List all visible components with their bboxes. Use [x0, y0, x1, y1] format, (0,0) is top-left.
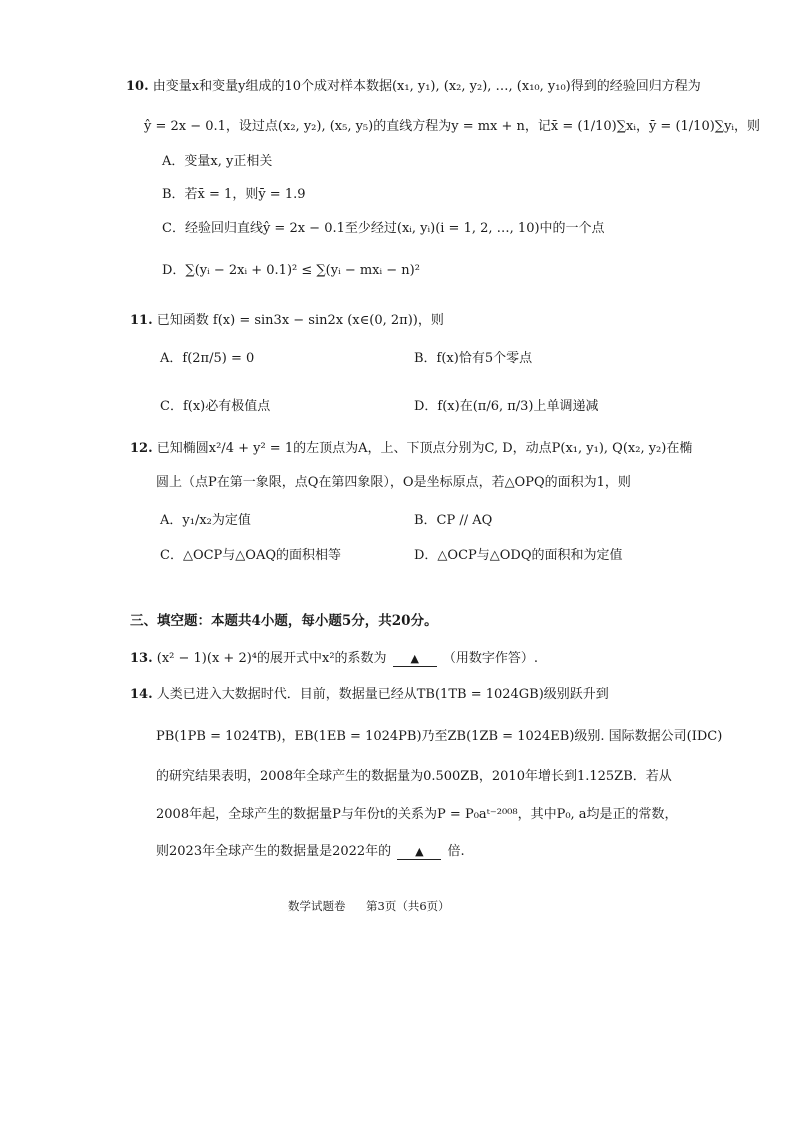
- q10-option-b: B．若x̄ = 1，则ȳ = 1.9: [162, 187, 306, 202]
- q11-option-c: C．f(x)必有极值点: [160, 399, 271, 414]
- q10-option-c: C．经验回归直线ŷ = 2x − 0.1至少经过(xᵢ, yᵢ)(i = 1, 2, …, 10)中的一个点: [162, 221, 605, 236]
- q12-stem-line2: 圆上（点P在第一象限，点Q在第四象限），O是坐标原点，若△OPQ的面积为1，则: [156, 475, 631, 490]
- q12-option-c: C．△OCP与△OAQ的面积相等: [160, 548, 341, 563]
- section-heading: 三、填空题：本题共4小题，每小题5分，共20分。: [130, 613, 438, 629]
- q11-option-b: B．f(x)恰有5个零点: [414, 351, 533, 366]
- q12-number: 12.: [130, 441, 153, 456]
- q10-stem-text1: 由变量x和变量y组成的10个成对样本数据(x₁, y₁), (x₂, y₂), …, (x₁₀, y₁₀)得到的经验回归方程为: [152, 79, 701, 94]
- footer-page-number: 第3页（共6页）: [366, 899, 450, 913]
- q11-number: 11.: [130, 313, 153, 328]
- q11-option-a: A．f(2π/5) = 0: [160, 351, 255, 366]
- q14-line1: [130, 686, 609, 704]
- q12-stem-text1: 已知椭圆x²/4 + y² = 1的左顶点为A，上、下顶点分别为C, D，动点P(x₁, y₁), Q(x₂, y₂)在椭: [156, 441, 693, 456]
- q12-option-a: A．y₁/x₂为定值: [160, 513, 251, 528]
- q14-triangle-mark: ▲: [415, 845, 424, 858]
- q14-line4: 2008年起，全球产生的数据量P与年份t的关系为P = P₀aᵗ⁻²⁰⁰⁸，其中P₀, a均是正的常数，: [156, 807, 678, 822]
- q14-text5-before: 则2023年全球产生的数据量是2022年的: [156, 844, 392, 859]
- q13-triangle-mark: ▲: [410, 652, 419, 665]
- q13-text-after: （用数字作答）.: [442, 651, 538, 666]
- q14-number: 14.: [130, 687, 153, 702]
- q14-line5: [156, 843, 465, 861]
- q13-text-before: (x² − 1)(x + 2)⁴的展开式中x²的系数为: [156, 651, 387, 666]
- q12-stem-line1: [130, 440, 692, 458]
- footer-title: 数学试题卷: [288, 899, 346, 913]
- q14-line3: 的研究结果表明，2008年全球产生的数据量为0.500ZB，2010年增长到1.125ZB．若从: [156, 769, 672, 784]
- q10-stem-line1: [126, 78, 701, 96]
- q14-line2: PB(1PB = 1024TB)，EB(1EB = 1024PB)乃至ZB(1ZB = 1024EB)级别. 国际数据公司(IDC): [156, 729, 723, 744]
- q14-text5-after: 倍.: [447, 844, 465, 859]
- q14-answer-blank: [397, 845, 441, 860]
- q12-option-b: B．CP // AQ: [414, 513, 493, 528]
- q10-stem-line2: ŷ = 2x − 0.1，设过点(x₂, y₂), (x₅, y₅)的直线方程为y = mx + n，记x̄ = (1/10)∑xᵢ，ȳ = (1/10)∑yᵢ，则: [144, 119, 761, 134]
- q14-text1: 人类已进入大数据时代．目前，数据量已经从TB(1TB = 1024GB)级别跃升到: [156, 687, 609, 702]
- q11-option-d: D．f(x)在(π/6, π/3)上单调递减: [414, 399, 599, 414]
- q13-answer-blank: [393, 652, 437, 667]
- q11-stem-text: 已知函数 f(x) = sin3x − sin2x (x∈(0, 2π))，则: [156, 313, 444, 328]
- q10-number: 10.: [126, 79, 149, 94]
- q10-option-a: A．变量x, y正相关: [162, 154, 273, 169]
- q10-option-d: D．∑(yᵢ − 2xᵢ + 0.1)² ≤ ∑(yᵢ − mxᵢ − n)²: [162, 263, 420, 278]
- q13-number: 13.: [130, 651, 153, 666]
- q12-option-d: D．△OCP与△ODQ的面积和为定值: [414, 548, 623, 563]
- q13-stem: [130, 650, 538, 668]
- q11-stem: [130, 312, 444, 330]
